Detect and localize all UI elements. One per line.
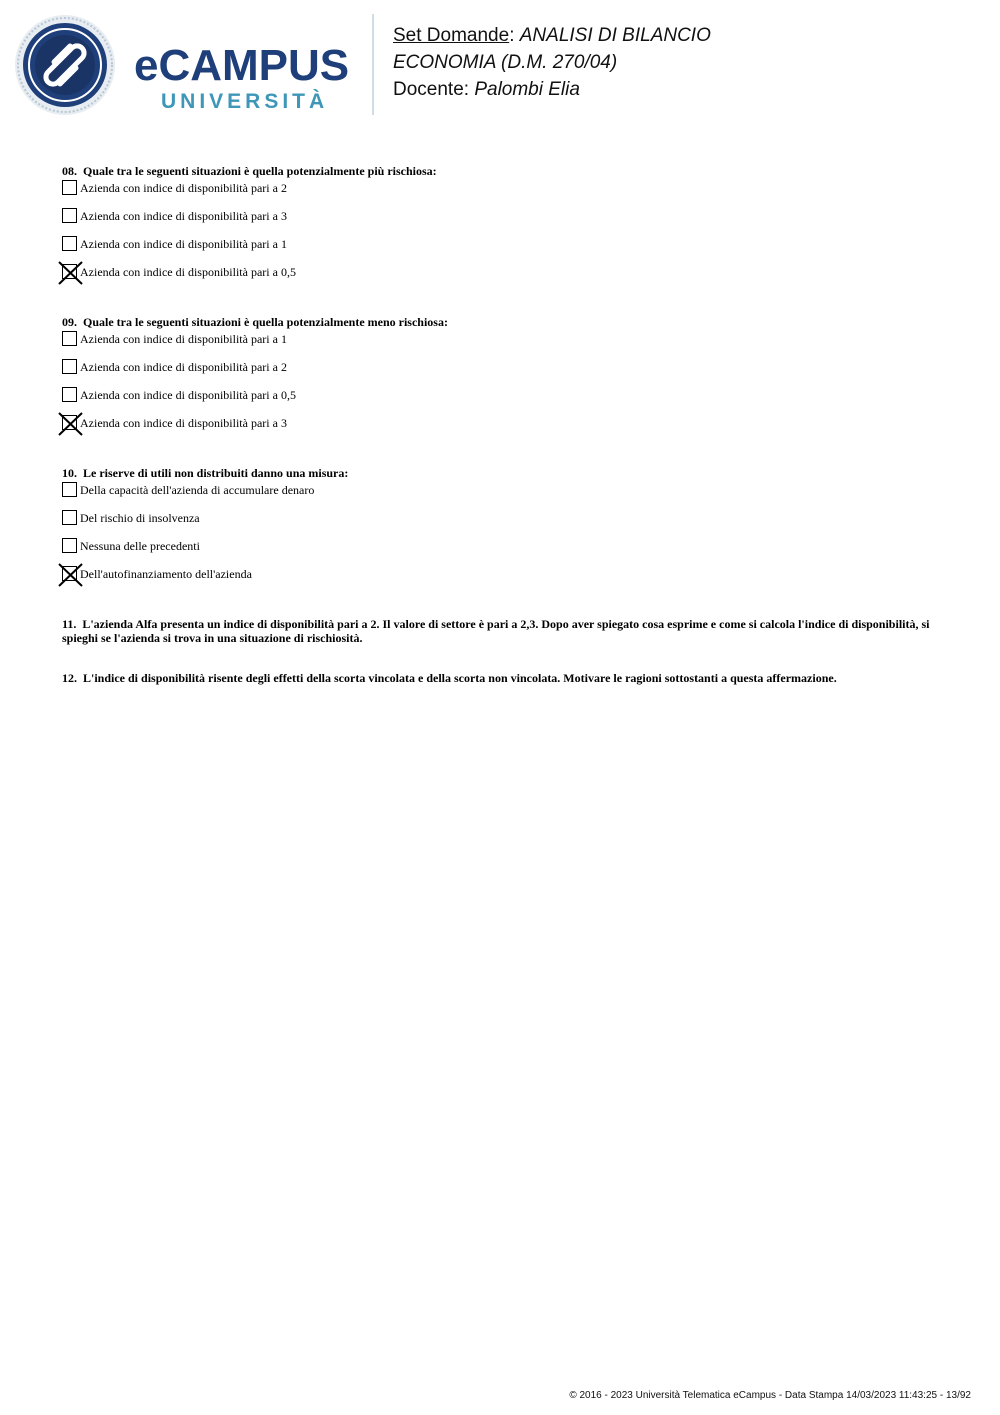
checkbox[interactable] bbox=[62, 510, 77, 525]
set-sep: : bbox=[509, 25, 515, 46]
checkbox[interactable] bbox=[62, 331, 77, 346]
answer-option[interactable] bbox=[62, 206, 942, 234]
option-label: Azienda con indice di disponibilità pari a 0,5 bbox=[80, 265, 296, 279]
checkbox[interactable] bbox=[62, 208, 77, 223]
teacher-label: Docente: bbox=[393, 79, 470, 100]
ecampus-logo bbox=[14, 14, 359, 118]
set-label: Set Domande bbox=[393, 25, 510, 46]
answer-option[interactable] bbox=[62, 385, 942, 413]
answer-option[interactable] bbox=[62, 262, 942, 290]
course-subtitle: ECONOMIA (D.M. 270/04) bbox=[393, 52, 618, 73]
option-label: Azienda con indice di disponibilità pari a 1 bbox=[80, 237, 287, 251]
header-divider bbox=[372, 14, 374, 115]
answer-option[interactable] bbox=[62, 536, 942, 564]
course-header bbox=[393, 22, 711, 103]
question-11: 11. L'azienda Alfa presenta un indice di disponibilità pari a 2. Il valore di settore è pari a 2,3. Dopo aver spiegato cosa esprime e come si calcola l'indice di disponibilità, si spieghi se l'azienda si trova in una situazione di rischiosità. bbox=[62, 617, 930, 645]
checkbox[interactable] bbox=[62, 236, 77, 251]
question-title: 08. Quale tra le seguenti situazioni è quella potenzialmente più rischiosa: bbox=[62, 164, 437, 178]
answer-option[interactable] bbox=[62, 178, 942, 206]
question-title: 10. Le riserve di utili non distribuiti danno una misura: bbox=[62, 466, 349, 480]
checkbox-checked[interactable] bbox=[62, 264, 77, 279]
checkbox-checked[interactable] bbox=[62, 415, 77, 430]
question-title: 09. Quale tra le seguenti situazioni è quella potenzialmente meno rischiosa: bbox=[62, 315, 448, 329]
answer-option[interactable] bbox=[62, 329, 942, 357]
course-title: ANALISI DI BILANCIO bbox=[519, 25, 711, 46]
option-label: Azienda con indice di disponibilità pari a 0,5 bbox=[80, 388, 296, 402]
question-09 bbox=[62, 315, 942, 441]
question-12: 12. L'indice di disponibilità risente degli effetti della scorta vincolata e della scorta non vincolata. Motivare le ragioni sottostanti a questa affermazione. bbox=[62, 671, 837, 685]
answer-option[interactable] bbox=[62, 357, 942, 385]
option-label: Del rischio di insolvenza bbox=[80, 511, 200, 525]
teacher-name: Palombi Elia bbox=[474, 79, 580, 100]
option-label: Dell'autofinanziamento dell'azienda bbox=[80, 567, 252, 581]
checkbox[interactable] bbox=[62, 359, 77, 374]
option-label: Azienda con indice di disponibilità pari a 2 bbox=[80, 181, 287, 195]
checkbox[interactable] bbox=[62, 482, 77, 497]
teacher-line bbox=[393, 76, 711, 103]
option-label: Nessuna delle precedenti bbox=[80, 539, 200, 553]
checkbox[interactable] bbox=[62, 538, 77, 553]
option-label: Della capacità dell'azienda di accumulare denaro bbox=[80, 483, 315, 497]
answer-option[interactable] bbox=[62, 480, 942, 508]
option-label: Azienda con indice di disponibilità pari a 3 bbox=[80, 209, 287, 223]
answer-option[interactable] bbox=[62, 508, 942, 536]
university-seal-icon bbox=[14, 14, 116, 116]
logo-subtitle: UNIVERSITÀ bbox=[161, 90, 329, 113]
checkbox[interactable] bbox=[62, 387, 77, 402]
option-label: Azienda con indice di disponibilità pari a 3 bbox=[80, 416, 287, 430]
page-footer: © 2016 - 2023 Università Telematica eCampus - Data Stampa 14/03/2023 11:43:25 - 13/92 bbox=[569, 1390, 971, 1401]
answer-option[interactable] bbox=[62, 564, 942, 592]
checkbox[interactable] bbox=[62, 180, 77, 195]
option-label: Azienda con indice di disponibilità pari a 1 bbox=[80, 332, 287, 346]
set-line bbox=[393, 22, 711, 49]
answer-option[interactable] bbox=[62, 413, 942, 441]
question-08 bbox=[62, 164, 942, 290]
logo-wordmark: eCAMPUS bbox=[134, 41, 350, 90]
question-10 bbox=[62, 466, 942, 592]
answer-option[interactable] bbox=[62, 234, 942, 262]
option-label: Azienda con indice di disponibilità pari a 2 bbox=[80, 360, 287, 374]
checkbox-checked[interactable] bbox=[62, 566, 77, 581]
